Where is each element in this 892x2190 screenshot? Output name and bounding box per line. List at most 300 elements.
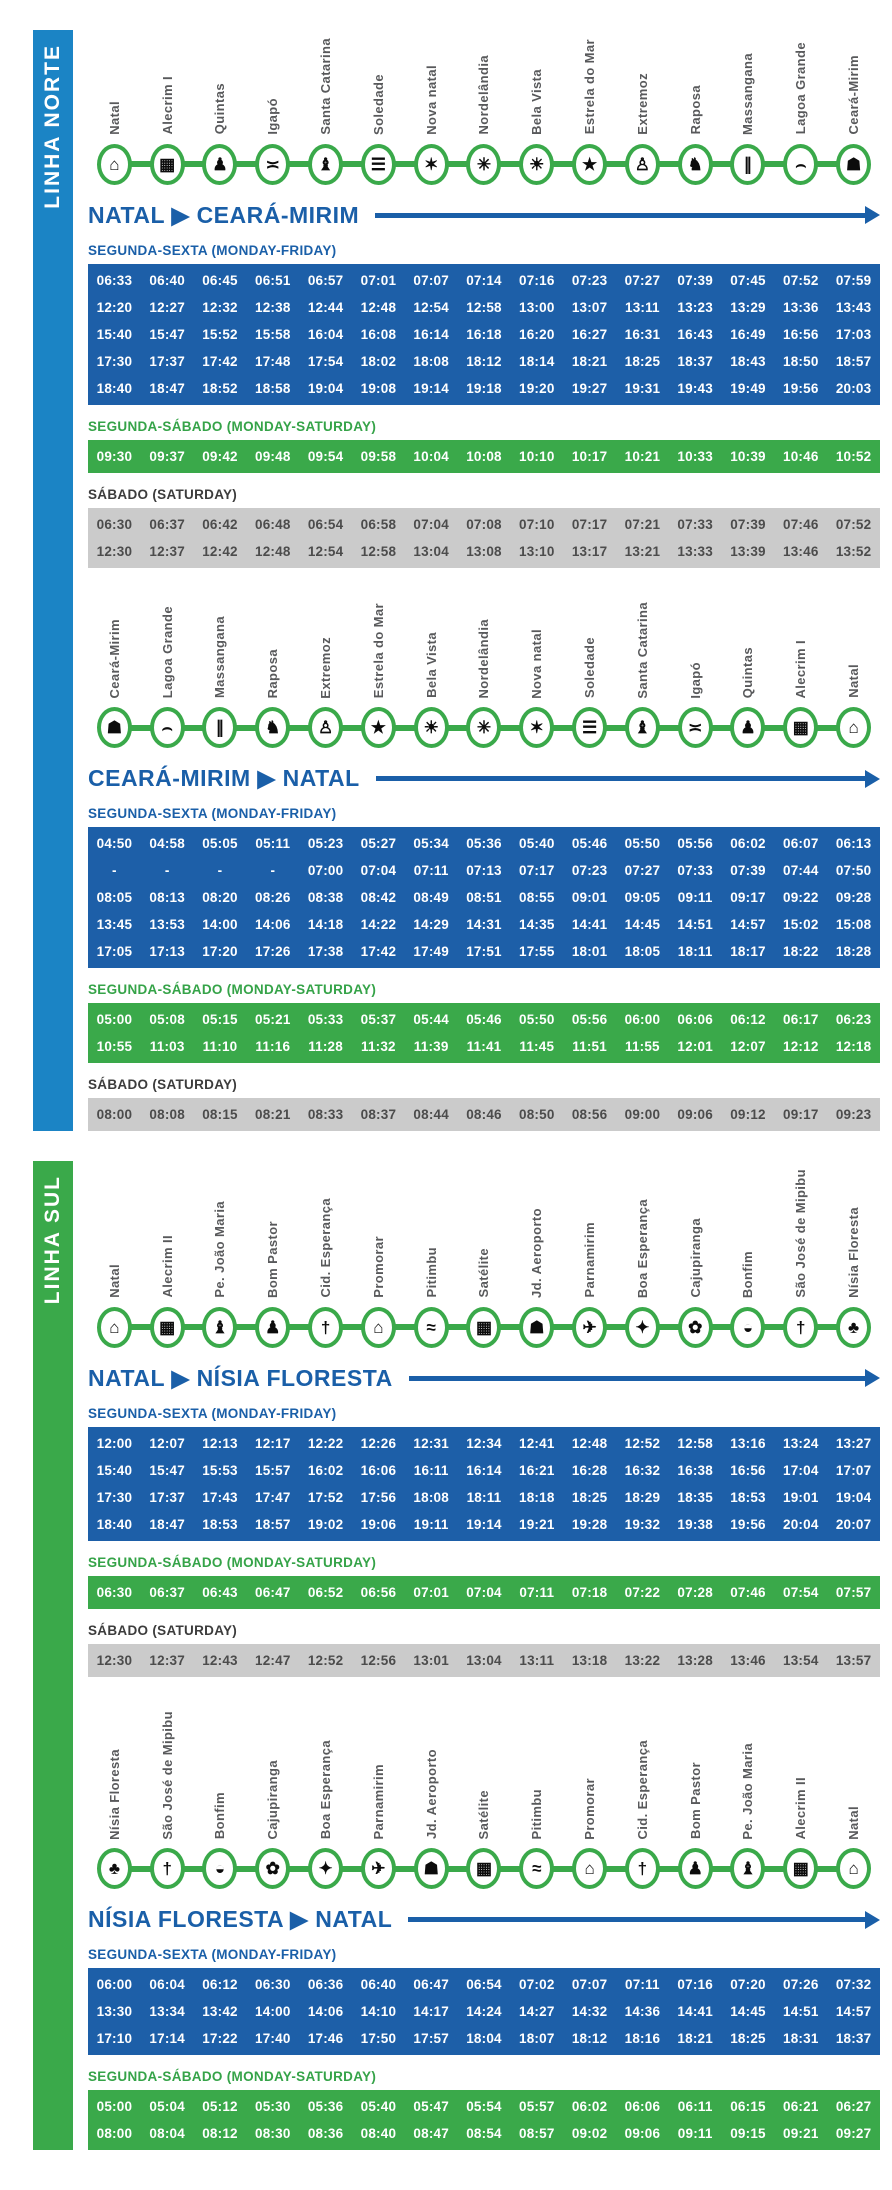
time-cell: 18:37 [835,2031,872,2047]
time-cell: 18:25 [571,1489,608,1505]
time-cell: 19:38 [677,1516,713,1532]
signpost-icon: ☰ [581,718,598,738]
station-column [405,38,458,185]
time-cell: 18:01 [571,944,608,960]
time-cell: 17:43 [202,1489,238,1505]
time-cell: 13:10 [519,543,555,559]
time-cell: 06:52 [307,1584,344,1600]
timetable-row [88,348,880,375]
route-heading [88,765,880,792]
time-cell: 07:21 [624,516,661,532]
time-cell: 06:12 [202,1977,238,1993]
timetable-row [88,857,880,884]
time-cell: 09:22 [783,890,819,906]
station-column [299,38,352,185]
time-cell: 07:33 [677,863,713,879]
time-cell: 14:06 [255,917,291,933]
station-icon-circle [519,1848,554,1889]
time-cell: 06:27 [835,2099,872,2115]
time-cell: 17:05 [96,944,133,960]
station-column [616,1169,669,1348]
time-cell: 16:56 [730,1462,766,1478]
time-cell: 16:02 [307,1462,344,1478]
timetable [88,1003,880,1063]
station-column [774,1711,827,1890]
station-icon-circle [519,1307,554,1348]
station-column [299,602,352,749]
station-column [405,1711,458,1890]
time-cell: 12:37 [149,1652,185,1668]
station-label: Extremoz [634,72,650,135]
time-cell: 05:33 [307,1012,344,1028]
manatee-icon: ◒ [214,1859,226,1879]
time-cell: 12:13 [202,1435,238,1451]
time-cell: 16:27 [571,326,608,342]
time-cell: 13:01 [413,1652,449,1668]
time-cell: 12:01 [677,1039,713,1055]
time-cell: 15:08 [835,917,872,933]
time-cell: 05:23 [307,836,344,852]
station-column [774,602,827,749]
station-label: Massangana [740,52,756,135]
route-heading [88,1906,880,1933]
time-cell: 18:16 [624,2031,661,2047]
time-cell: 17:37 [149,353,185,369]
time-cell: 18:40 [96,380,133,396]
time-cell: 07:52 [783,272,819,288]
starfish-icon: ★ [581,154,598,174]
buildings-icon: ▦ [475,1859,493,1879]
station-label: Satélite [476,1248,492,1298]
time-cell: 14:57 [835,2004,872,2020]
line-content [88,30,880,1131]
station-icon-circle [414,144,449,185]
time-cell: 15:53 [202,1462,238,1478]
time-cell: 17:13 [149,944,185,960]
time-cell: 06:30 [96,1584,133,1600]
time-cell: 14:35 [519,917,555,933]
time-cell: 10:17 [571,448,608,464]
time-cell: 07:11 [519,1584,555,1600]
station-icon-circle [150,1848,185,1889]
market-icon: ▦ [792,1859,809,1879]
time-cell: 18:31 [783,2031,819,2047]
time-cell: 08:20 [202,890,238,906]
station-label: Nordelândia [476,55,492,135]
church-icon: ☗ [106,718,123,738]
time-cell: 06:43 [202,1584,238,1600]
tree-icon: ♣ [848,1317,860,1337]
time-cell: 05:54 [466,2099,502,2115]
time-cell: 08:54 [466,2126,502,2142]
time-cell: 05:04 [149,2099,185,2115]
bridge-icon: ≍ [688,718,703,738]
station-icon-circle [836,1848,871,1889]
time-cell: 07:11 [413,863,449,879]
time-cell: 18:11 [677,944,713,960]
time-cell: 13:17 [571,543,608,559]
station-label: Nova natal [423,64,439,135]
station-column [510,38,563,185]
station-icon-circle [150,1307,185,1348]
station-column [458,1711,511,1890]
time-cell: 05:47 [413,2099,449,2115]
time-cell: 08:04 [149,2126,185,2142]
time-cell: 10:08 [466,448,502,464]
time-cell: 16:08 [360,326,397,342]
time-cell: 06:45 [202,272,238,288]
time-cell: 06:30 [96,516,133,532]
timetable-row [88,1647,880,1674]
time-cell: 08:44 [413,1107,449,1123]
statue-icon: ♟ [740,718,756,738]
time-cell: 12:52 [307,1652,344,1668]
time-cell: 17:55 [519,944,555,960]
time-cell: 08:15 [202,1107,238,1123]
time-cell: 09:17 [730,890,766,906]
time-cell: 07:17 [571,516,608,532]
station-icon-circle [466,1848,501,1889]
time-cell: 07:50 [835,863,872,879]
time-cell: 10:33 [677,448,713,464]
station-strip [88,1169,880,1348]
market-icon: ▦ [159,1317,176,1337]
time-cell: 05:15 [202,1012,238,1028]
time-cell: 17:50 [360,2031,397,2047]
route-heading [88,202,880,229]
factory-icon: ☗ [529,1317,545,1337]
time-cell: 11:16 [255,1039,291,1055]
time-cell: 10:52 [835,448,872,464]
time-cell: 07:39 [677,272,713,288]
time-cell: 13:21 [624,543,661,559]
time-cell: 07:57 [835,1584,872,1600]
viaduct-icon: ⌂ [848,1859,859,1879]
line-content [88,1161,880,2150]
time-cell: 18:50 [783,353,819,369]
time-cell: - [270,863,276,879]
time-cell: 17:10 [96,2031,133,2047]
time-cell: 05:50 [624,836,661,852]
station-icon-circle [625,707,660,748]
time-cell: 13:52 [835,543,872,559]
time-cell: 07:01 [413,1584,449,1600]
time-cell: 17:38 [307,944,344,960]
time-cell: 06:36 [307,1977,344,1993]
time-cell: 05:40 [519,836,555,852]
time-cell: 13:08 [466,543,502,559]
station-icon-circle [572,707,607,748]
time-cell: 14:57 [730,917,766,933]
station-column [194,38,247,185]
timetable-row [88,2120,880,2147]
station-label: Pe. João Maria [740,1742,756,1840]
factory-icon: ☗ [423,1859,439,1879]
station-column [669,1711,722,1890]
time-cell: 17:30 [96,1489,133,1505]
time-cell: 14:51 [677,917,713,933]
time-cell: 12:52 [624,1435,661,1451]
station-label: Massangana [212,616,228,699]
station-icon-circle [783,144,818,185]
time-cell: 18:52 [202,380,238,396]
time-cell: 07:13 [466,863,502,879]
station-column [194,1711,247,1890]
time-cell: 16:38 [677,1462,713,1478]
time-cell: 12:44 [307,299,344,315]
time-cell: 05:36 [466,836,502,852]
schedule-label: SEGUNDA-SEXTA (MONDAY-FRIDAY) [88,806,337,822]
station-label: Igapó [265,97,281,135]
station-column [352,1169,405,1348]
time-cell: 06:23 [835,1012,872,1028]
time-cell: 13:18 [571,1652,608,1668]
time-cell: 18:21 [571,353,608,369]
station-label: Nísia Floresta [846,1206,862,1298]
timetable-row [88,911,880,938]
time-cell: 08:38 [307,890,344,906]
station-icon-circle [308,1307,343,1348]
station-icon-circle [730,144,765,185]
time-cell: 09:27 [835,2126,872,2142]
time-cell: 18:08 [413,1489,449,1505]
time-cell: 12:58 [677,1435,713,1451]
time-cell: 09:21 [783,2126,819,2142]
time-cell: 05:37 [360,1012,397,1028]
route-heading [88,1365,880,1392]
time-cell: 09:02 [571,2126,608,2142]
station-icon-circle [202,144,237,185]
time-cell: 14:45 [730,2004,766,2020]
time-cell: - [112,863,117,879]
line-badge-linha-norte [33,30,73,1131]
time-cell: 14:18 [307,917,344,933]
time-cell: 13:23 [677,299,713,315]
station-column [827,38,880,185]
viaduct-icon: ⌂ [109,154,120,174]
time-cell: 05:05 [202,836,238,852]
time-cell: 08:00 [96,1107,133,1123]
time-cell: 15:02 [783,917,819,933]
station-label: Natal [106,1264,122,1298]
time-cell: 07:23 [571,272,608,288]
time-cell: 08:12 [202,2126,238,2142]
station-icon-circle [361,1307,396,1348]
time-cell: 12:31 [413,1435,449,1451]
time-cell: 06:37 [149,516,185,532]
station-column [88,602,141,749]
time-cell: 06:33 [96,272,133,288]
time-cell: 17:46 [307,2031,344,2047]
time-cell: 16:14 [466,1462,502,1478]
time-cell: 10:46 [783,448,819,464]
station-column [722,1169,775,1348]
time-cell: 12:07 [149,1435,185,1451]
time-cell: 07:46 [783,516,819,532]
time-cell: 05:44 [413,1012,449,1028]
time-cell: 07:01 [360,272,397,288]
time-cell: 10:21 [624,448,661,464]
station-label: Lagoa Grande [793,42,809,135]
station-column [141,1169,194,1348]
schedule-label: SÁBADO (SATURDAY) [88,1622,238,1638]
station-icon-circle [730,707,765,748]
time-cell: 08:57 [519,2126,555,2142]
time-cell: 18:21 [677,2031,713,2047]
time-cell: 13:11 [624,299,660,315]
station-icon-circle [202,1307,237,1348]
station-icon-circle [572,144,607,185]
timetable-row [88,830,880,857]
time-cell: 15:47 [149,326,185,342]
time-cell: 17:52 [307,1489,344,1505]
station-icon-circle [836,144,871,185]
time-cell: 14:17 [413,2004,449,2020]
time-cell: 09:06 [624,2126,661,2142]
time-cell: 20:07 [835,1516,872,1532]
time-cell: 06:48 [255,516,291,532]
time-cell: 07:07 [413,272,449,288]
station-icon-circle [625,1307,660,1348]
time-cell: 06:57 [307,272,344,288]
station-label: Jd. Aeroporto [423,1749,439,1840]
time-cell: 07:02 [519,1977,555,1993]
station-label: Jd. Aeroporto [529,1207,545,1298]
time-cell: 07:52 [835,516,872,532]
station-icon-circle [414,1307,449,1348]
time-cell: 14:06 [307,2004,344,2020]
time-cell: 17:03 [835,326,872,342]
station-icon-circle [255,144,290,185]
time-cell: 05:30 [255,2099,291,2115]
time-cell: 07:23 [571,863,608,879]
station-icon-circle [466,144,501,185]
time-cell: 19:06 [360,1516,397,1532]
station-label: Alecrim II [159,1235,175,1298]
station-column [510,1711,563,1890]
time-cell: 12:34 [466,1435,502,1451]
cross-icon: † [162,1859,172,1879]
station-icon-circle [783,1848,818,1889]
station-column [510,1169,563,1348]
station-icon-circle [255,707,290,748]
time-cell: 19:32 [624,1516,661,1532]
timetable [88,2090,880,2150]
time-cell: 08:36 [307,2126,344,2142]
timetable-row [88,1033,880,1060]
time-cell: 13:46 [783,543,819,559]
time-cell: 11:51 [572,1039,607,1055]
time-cell: 18:07 [519,2031,555,2047]
time-cell: 07:16 [519,272,555,288]
route-arrow [376,776,866,781]
time-cell: 09:00 [624,1107,661,1123]
station-column [141,602,194,749]
station-column [246,602,299,749]
time-cell: 16:11 [413,1462,449,1478]
station-label: Raposa [265,648,281,699]
time-cell: 13:57 [835,1652,872,1668]
houses-icon: ⌂ [584,1859,595,1879]
time-cell: 18:57 [255,1516,291,1532]
time-cell: 11:55 [624,1039,660,1055]
station-column [458,1169,511,1348]
station-column [827,1711,880,1890]
timetable-row [88,375,880,402]
station-column [563,1711,616,1890]
time-cell: 12:48 [571,1435,608,1451]
time-cell: 07:54 [783,1584,819,1600]
station-label: Soledade [582,637,598,699]
station-column [88,1711,141,1890]
overpass-icon: ⌢ [161,718,173,738]
station-label: Cajupiranga [265,1759,281,1840]
route-arrow [408,1917,866,1922]
timetable [88,827,880,968]
dove-icon: ✦ [635,1317,650,1337]
time-cell: 06:12 [730,1012,766,1028]
time-cell: 14:24 [466,2004,502,2020]
time-cell: 09:05 [624,890,661,906]
time-cell: 17:56 [360,1489,397,1505]
shepherd-icon: ♟ [265,1317,281,1337]
time-cell: 18:08 [413,353,449,369]
time-cell: 08:49 [413,890,449,906]
section-linha-norte [33,30,880,1131]
time-cell: 12:17 [255,1435,291,1451]
station-icon-circle [519,707,554,748]
time-cell: 12:43 [202,1652,238,1668]
time-cell: 08:30 [255,2126,291,2142]
time-cell: 07:27 [624,863,661,879]
time-cell: 09:42 [202,448,238,464]
time-cell: 16:21 [519,1462,555,1478]
station-icon-circle [202,707,237,748]
station-icon-circle [730,1848,765,1889]
station-icon-circle [625,144,660,185]
station-column [563,38,616,185]
time-cell: 11:41 [466,1039,502,1055]
time-cell: 13:46 [730,1652,766,1668]
station-label: Pe. João Maria [212,1201,228,1298]
time-cell: 12:38 [255,299,291,315]
time-cell: 13:43 [835,299,872,315]
time-cell: 14:22 [360,917,397,933]
time-cell: 19:02 [307,1516,344,1532]
time-cell: 14:29 [413,917,449,933]
time-cell: 14:41 [571,917,608,933]
station-column [722,38,775,185]
river-icon: ≈ [426,1317,436,1337]
powerline-icon: † [637,1859,648,1879]
time-cell: 17:42 [202,353,238,369]
time-cell: 07:14 [466,272,502,288]
timetable-row [88,321,880,348]
station-icon-circle [361,144,396,185]
station-label: Estrela do Mar [370,603,386,699]
time-cell: 17:47 [255,1489,291,1505]
time-cell: 13:24 [783,1435,819,1451]
time-cell: 05:12 [202,2099,238,2115]
station-label: São José de Mipibu [793,1169,809,1298]
time-cell: 12:54 [307,543,344,559]
time-cell: 15:58 [255,326,291,342]
time-cell: 08:08 [149,1107,185,1123]
time-cell: 18:47 [149,380,185,396]
time-cell: 19:28 [571,1516,608,1532]
time-cell: 13:39 [730,543,766,559]
time-cell: 13:22 [624,1652,661,1668]
